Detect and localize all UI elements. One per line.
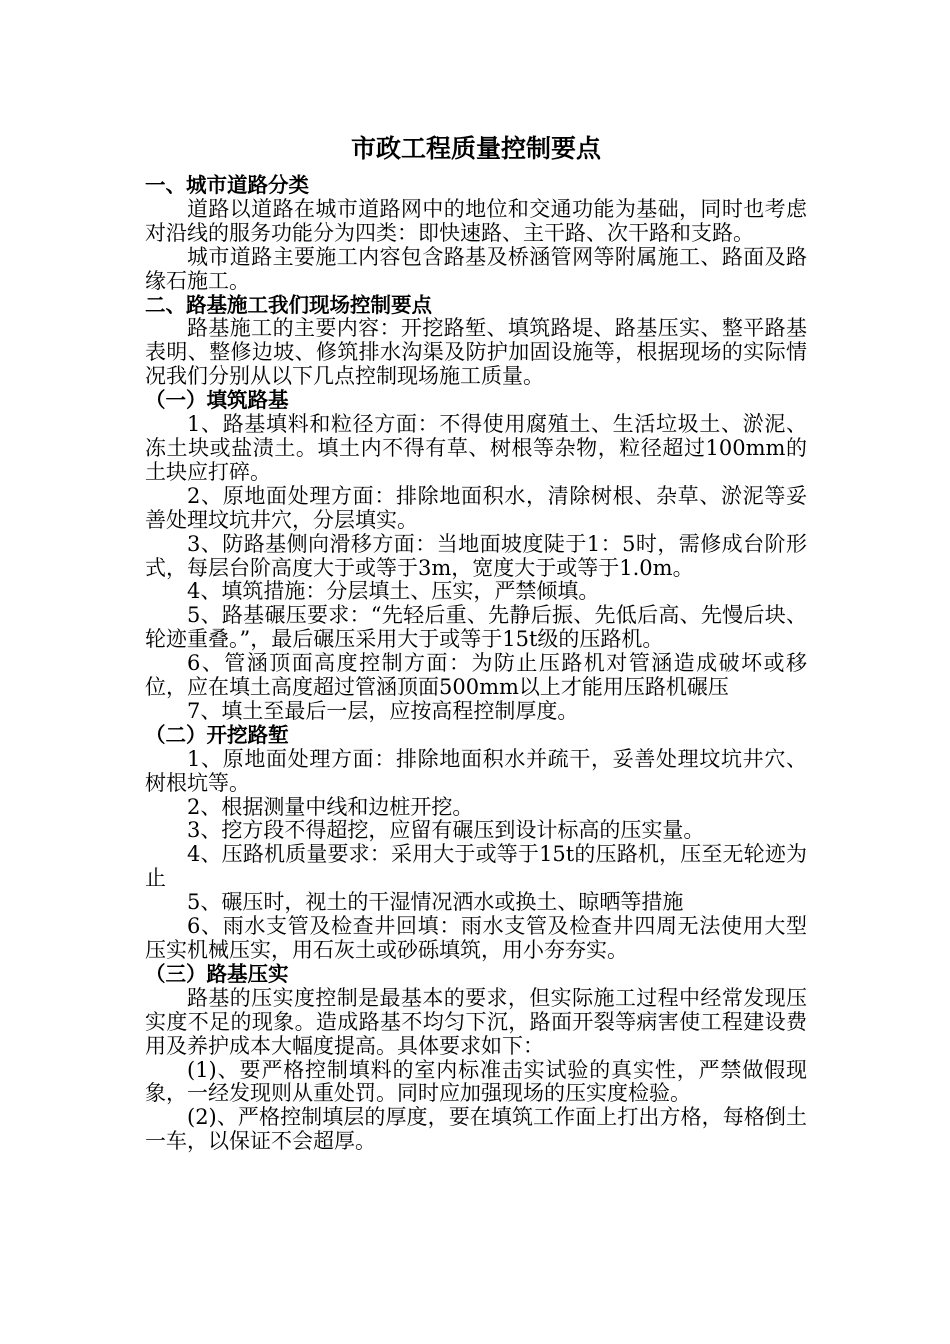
paragraph: 4、填筑措施：分层填土、压实，严禁倾填。 (187, 579, 600, 604)
section-heading: 二、路基施工我们现场控制要点 (145, 292, 432, 317)
paragraph: 1、原地面处理方面：排除地面积水并疏干，妥善处理坟坑井穴、树根坑等。 (145, 746, 807, 795)
section-heading: 一、城市道路分类 (145, 173, 309, 197)
paragraph: 6、雨水支管及检查井回填：雨水支管及检查井四周无法使用大型压实机械压实，用石灰土或砂砾填筑，用小夯夯实。 (145, 914, 807, 962)
paragraph: (1)、要严格控制填料的室内标准击实试验的真实性，严禁做假现象，一经发现则从重处罚。同时应加强现场的压实度检验。 (145, 1057, 807, 1106)
subsection-heading: （三）路基压实 (145, 961, 289, 986)
paragraph: 道路以道路在城市道路网中的地位和交通功能为基础，同时也考虑对沿线的服务功能分为四类：即快速路、主干路、次干路和支路。 (145, 196, 807, 245)
paragraph: 城市道路主要施工内容包含路基及桥涵管网等附属施工、路面及路缘石施工。 (145, 244, 807, 293)
paragraph: 2、原地面处理方面：排除地面积水，清除树根、杂草、淤泥等妥善处理坟坑井穴，分层填实。 (145, 483, 807, 532)
subsection-heading: （一）填筑路基 (145, 388, 289, 413)
paragraph: 5、碾压时，视土的干湿情况洒水或换土、晾晒等措施 (187, 890, 684, 915)
paragraph: 路基施工的主要内容：开挖路堑、填筑路堤、路基压实、整平路基表明、整修边坡、修筑排水沟渠及防护加固设施等，根据现场的实际情况我们分别从以下几点控制现场施工质量。 (145, 316, 807, 389)
paragraph: 6、管涵顶面高度控制方面：为防止压路机对管涵造成破坏或移位，应在填土高度超过管涵顶面500mm以上才能用压路机碾压 (145, 651, 807, 700)
document-title: 市政工程质量控制要点 (350, 134, 601, 163)
paragraph: 3、挖方段不得超挖，应留有碾压到设计标高的压实量。 (187, 818, 705, 843)
document-page (145, 130, 807, 1154)
subsection-heading: （二）开挖路堑 (145, 722, 289, 747)
paragraph: 路基的压实度控制是最基本的要求，但实际施工过程中经常发现压实度不足的现象。造成路基不均匀下沉，路面开裂等病害使工程建设费用及养护成本大幅度提高。具体要求如下： (145, 985, 807, 1058)
paragraph: 3、防路基侧向滑移方面：当地面坡度陡于1：5时，需修成台阶形式，每层台阶高度大于或等于3m，宽度大于或等于1.0m。 (145, 531, 807, 580)
paragraph: 1、路基填料和粒径方面：不得使用腐殖土、生活垃圾土、淤泥、冻土块或盐渍土。填土内不得有草、树根等杂物，粒径超过100mm的土块应打碎。 (145, 412, 807, 484)
document-body (145, 174, 807, 1154)
paragraph: 2、根据测量中线和边桩开挖。 (187, 794, 474, 819)
paragraph: 5、路基碾压要求：“先轻后重、先静后振、先低后高、先慢后块、轮迹重叠。”，最后碾压采用大于或等于15t级的压路机。 (145, 603, 807, 652)
paragraph: 4、压路机质量要求：采用大于或等于15t的压路机，压至无轮迹为止 (145, 842, 807, 891)
paragraph: (2)、严格控制填层的厚度，要在填筑工作面上打出方格，每格倒土一车，以保证不会超厚。 (145, 1105, 807, 1154)
paragraph: 7、填土至最后一层，应按高程控制厚度。 (187, 698, 579, 723)
